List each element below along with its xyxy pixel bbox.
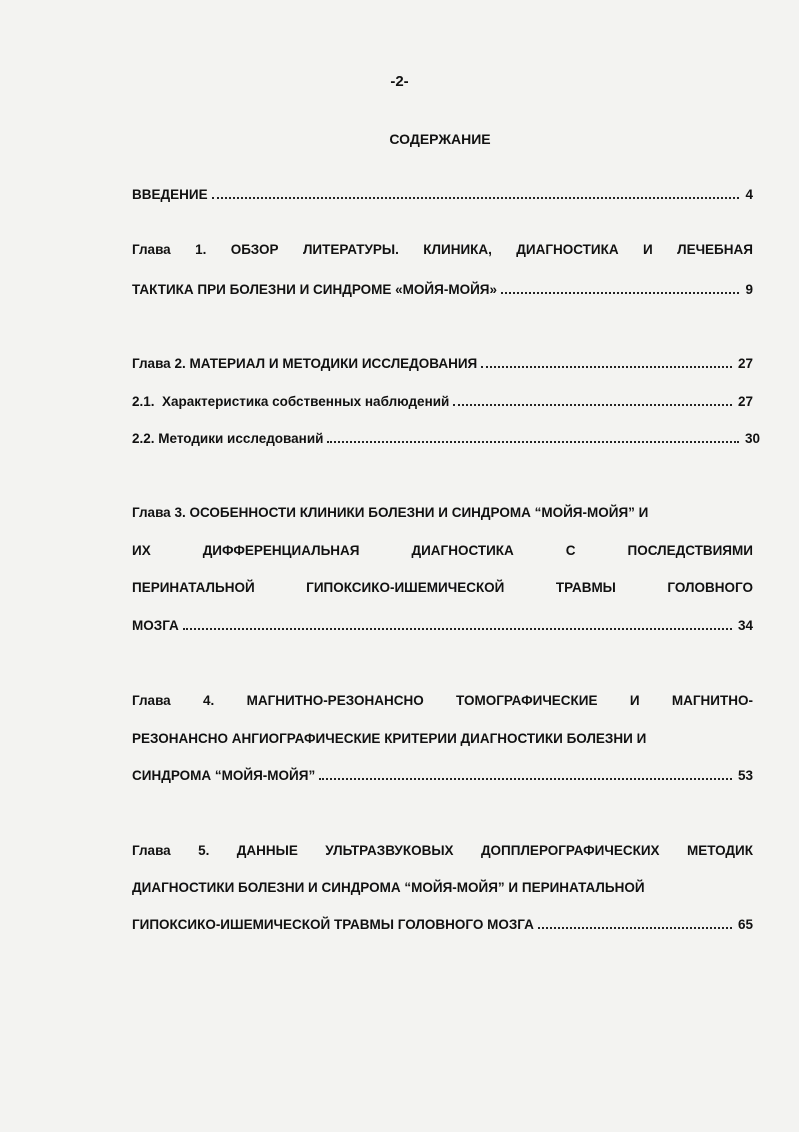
dot-leader bbox=[453, 404, 732, 406]
word: ДАННЫЕ bbox=[236, 843, 298, 858]
toc-entry-ch3-line3[interactable] bbox=[132, 579, 753, 597]
word: УЛЬТРАЗВУКОВЫХ bbox=[325, 843, 454, 858]
word: ГИПОКСИКО-ИШЕМИЧЕСКОЙ bbox=[306, 580, 505, 595]
toc-entry-ch2[interactable] bbox=[132, 355, 753, 373]
toc-entry-ch3-line2[interactable] bbox=[132, 542, 753, 560]
dot-leader bbox=[319, 778, 732, 780]
word: ДИАГНОСТИКА bbox=[411, 543, 514, 558]
toc-entry-text: МОЗГА bbox=[132, 618, 179, 633]
word: Глава bbox=[132, 843, 171, 858]
dot-leader bbox=[538, 927, 732, 929]
word: ДОППЛЕРОГРАФИЧЕСКИХ bbox=[480, 843, 660, 858]
word: ПЕРИНАТАЛЬНОЙ bbox=[132, 580, 255, 595]
toc-entry-ch5-line1[interactable] bbox=[132, 842, 753, 860]
word: И bbox=[643, 242, 653, 257]
word: ПОСЛЕДСТВИЯМИ bbox=[627, 543, 753, 558]
toc-page-ref: 4 bbox=[745, 187, 753, 202]
word: ГОЛОВНОГО bbox=[667, 580, 753, 595]
word: МЕТОДИК bbox=[686, 843, 753, 858]
toc-entry-text: Глава 2. МАТЕРИАЛ И МЕТОДИКИ ИССЛЕДОВАНИЯ bbox=[132, 356, 478, 371]
dot-leader bbox=[327, 441, 739, 443]
word: Глава bbox=[132, 242, 171, 257]
dot-leader bbox=[481, 366, 732, 368]
page-number: -2- bbox=[390, 73, 409, 90]
toc-entry-text: 2.1. Характеристика собственных наблюдений bbox=[132, 394, 450, 409]
word: ЛЕЧЕБНАЯ bbox=[677, 242, 753, 257]
word: МАГНИТНО- bbox=[671, 693, 753, 708]
dot-leader bbox=[212, 197, 740, 199]
toc-entry-ch2-1[interactable] bbox=[132, 393, 753, 411]
toc-entry-text: ВВЕДЕНИЕ bbox=[132, 187, 208, 202]
dot-leader bbox=[183, 628, 732, 630]
word: С bbox=[565, 543, 576, 558]
word: 5. bbox=[198, 843, 210, 858]
word: ДИФФЕРЕНЦИАЛЬНАЯ bbox=[202, 543, 360, 558]
toc-entry-intro[interactable] bbox=[132, 186, 753, 204]
toc-page-ref: 65 bbox=[737, 917, 753, 932]
word: ИХ bbox=[132, 543, 151, 558]
toc-page-ref: 30 bbox=[744, 431, 760, 446]
word: И bbox=[629, 693, 640, 708]
toc-page-ref: 9 bbox=[745, 282, 753, 297]
word: ЛИТЕРАТУРЫ. bbox=[302, 242, 399, 257]
toc-entry-text: 2.2. Методики исследований bbox=[132, 431, 324, 446]
toc-entry-ch1-line1[interactable] bbox=[132, 241, 753, 259]
toc-page-ref: 27 bbox=[737, 356, 753, 371]
toc-entry-text: ГИПОКСИКО-ИШЕМИЧЕСКОЙ ТРАВМЫ ГОЛОВНОГО МОЗГА bbox=[132, 917, 534, 932]
word: 1. bbox=[195, 242, 207, 257]
toc-entry-ch3-line1[interactable]: Глава 3. ОСОБЕННОСТИ КЛИНИКИ БОЛЕЗНИ И СИНДРОМА “МОЙЯ-МОЙЯ” И bbox=[132, 505, 649, 520]
word: ДИАГНОСТИКА bbox=[516, 242, 619, 257]
toc-title: СОДЕРЖАНИЕ bbox=[389, 131, 491, 147]
toc-page-ref: 53 bbox=[737, 768, 753, 783]
toc-entry-ch3-line4[interactable] bbox=[132, 617, 753, 635]
toc-entry-ch2-2[interactable] bbox=[132, 430, 760, 448]
toc-entry-ch4-line3[interactable] bbox=[132, 767, 753, 785]
toc-entry-ch5-line2[interactable]: ДИАГНОСТИКИ БОЛЕЗНИ И СИНДРОМА “МОЙЯ-МОЙЯ” И ПЕРИНАТАЛЬНОЙ bbox=[132, 880, 645, 895]
toc-entry-text: ТАКТИКА ПРИ БОЛЕЗНИ И СИНДРОМЕ «МОЙЯ-МОЙЯ» bbox=[132, 282, 497, 297]
toc-entry-ch4-line2[interactable]: РЕЗОНАНСНО АНГИОГРАФИЧЕСКИЕ КРИТЕРИИ ДИАГНОСТИКИ БОЛЕЗНИ И bbox=[132, 731, 647, 746]
toc-entry-text: СИНДРОМА “МОЙЯ-МОЙЯ” bbox=[132, 768, 316, 783]
word: ТРАВМЫ bbox=[555, 580, 616, 595]
word: КЛИНИКА, bbox=[423, 242, 492, 257]
word: МАГНИТНО-РЕЗОНАНСНО bbox=[246, 693, 424, 708]
toc-page-ref: 34 bbox=[737, 618, 753, 633]
toc-entry-ch5-line3[interactable] bbox=[132, 916, 753, 934]
dot-leader bbox=[501, 292, 739, 294]
toc-page-ref: 27 bbox=[737, 394, 753, 409]
toc-entry-ch1-line2[interactable] bbox=[132, 281, 753, 299]
word: Глава bbox=[132, 693, 171, 708]
word: ОБЗОР bbox=[230, 242, 279, 257]
word: 4. bbox=[203, 693, 215, 708]
toc-entry-ch4-line1[interactable] bbox=[132, 692, 753, 710]
word: ТОМОГРАФИЧЕСКИЕ bbox=[456, 693, 598, 708]
